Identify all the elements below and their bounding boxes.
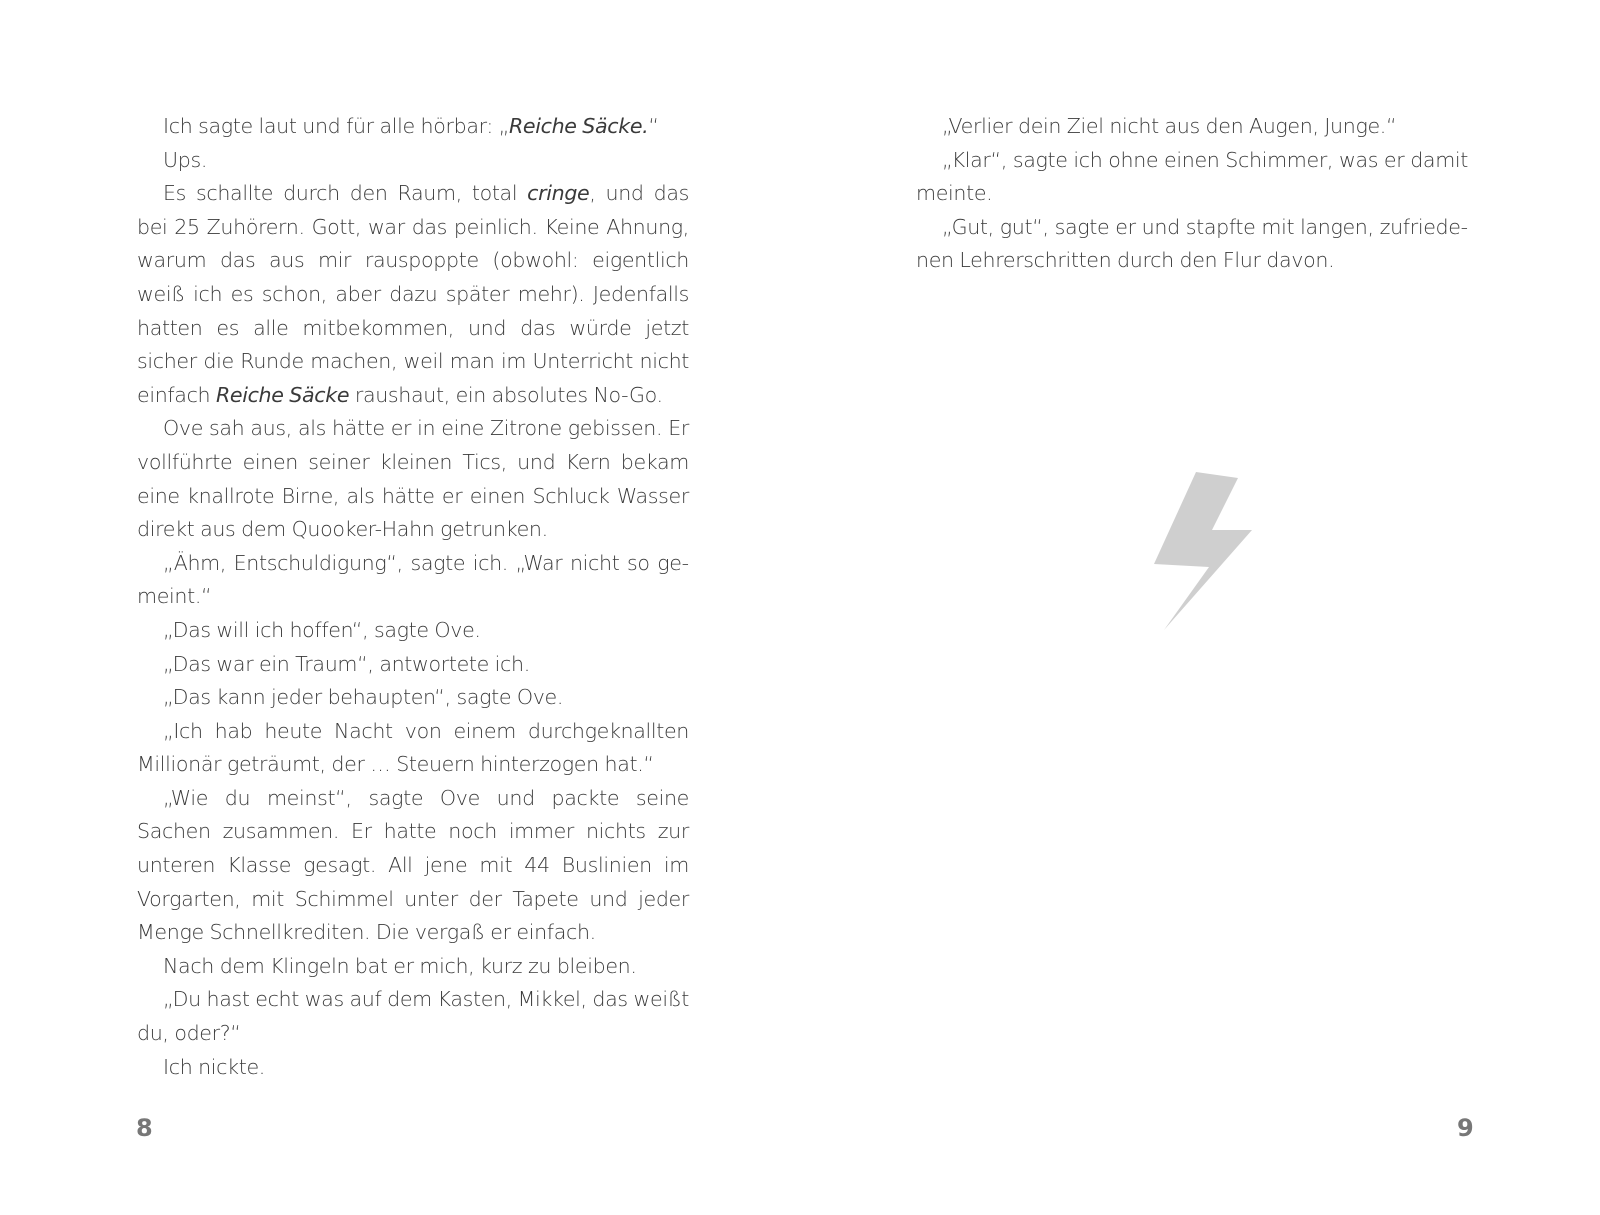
text-run: „Das will ich hoffen“, sagte Ove.: [163, 617, 481, 642]
text-run: „Ähm, Entschuldigung“, sagte ich. „War nicht so gemeint.“: [137, 550, 689, 609]
text-run: „Das kann jeder behaupten“, sagte Ove.: [163, 685, 564, 710]
right-page-text: [916, 110, 1468, 278]
paragraph: [916, 144, 1468, 211]
paragraph: [137, 681, 689, 715]
right-page: [800, 0, 1600, 1215]
text-run: „Klar“, sagte ich ohne einen Schimmer, was er damit meinte.: [916, 147, 1468, 206]
page-number-right: 9: [1457, 1114, 1474, 1142]
paragraph: [916, 211, 1468, 278]
text-run: „Du hast echt was auf dem Kasten, Mikkel, das weißt du, oder?“: [137, 987, 689, 1046]
lightning-bolt-icon: [1154, 472, 1254, 630]
italic-text: Reiche Säcke.: [508, 114, 649, 138]
paragraph: [916, 110, 1468, 144]
paragraph: [137, 648, 689, 682]
text-run: raushaut, ein absolutes No-Go.: [349, 382, 663, 407]
paragraph: [137, 983, 689, 1050]
paragraph: [137, 144, 689, 178]
paragraph: [137, 177, 689, 412]
text-run: Es schallte durch den Raum, total: [163, 181, 528, 206]
text-run: Nach dem Klingeln bat er mich, kurz zu bleiben.: [163, 953, 637, 978]
italic-text: cringe: [527, 181, 590, 206]
text-run: “: [648, 114, 659, 138]
paragraph: [137, 715, 689, 782]
text-run: Ich nickte.: [163, 1054, 265, 1079]
text-run: „Das war ein Traum“, antwortete ich.: [163, 651, 530, 676]
paragraph: [137, 547, 689, 614]
left-page-text: [137, 110, 689, 1084]
paragraph: [137, 782, 689, 950]
text-run: , und das bei 25 Zuhörern. Gott, war das peinlich. Keine Ahnung, warum das aus mir rauspoppte (obwohl: eigentlich weiß ich es schon, aber dazu später mehr). Jedenfalls hatten es alle mitbekommen, und das würde jetzt sicher die Runde machen, weil man im Unterricht nicht einfach: [137, 181, 689, 407]
paragraph: [137, 950, 689, 984]
lightning-bolt-shape: [1154, 472, 1252, 630]
text-run: „Wie du meinst“, sagte Ove und packte seine Sachen zusammen. Er hatte noch immer nichts zur unteren Klasse gesagt. All jene mit 44 Buslinien im Vorgarten, mit Schimmel unter der Tapete und jeder Menge Schnellkrediten. Die vergaß er einfach.: [137, 785, 689, 945]
paragraph: [137, 412, 689, 546]
italic-text: Reiche Säcke: [215, 382, 350, 407]
paragraph: [137, 614, 689, 648]
text-run: „Ich hab heute Nacht von einem durchgeknallten Millionär geträumt, der … Steuern hinterzogen hat.“: [137, 718, 689, 777]
page-number-left: 8: [136, 1114, 153, 1142]
text-run: Ich sagte laut und für alle hörbar: „: [163, 114, 509, 138]
text-run: „Gut, gut“, sagte er und stapfte mit langen, zufriedenen Lehrerschritten durch den Flur davon.: [916, 214, 1468, 273]
text-run: „Verlier dein Ziel nicht aus den Augen, Junge.“: [942, 114, 1397, 138]
paragraph: [137, 110, 689, 144]
text-run: Ups.: [163, 147, 208, 172]
paragraph: [137, 1051, 689, 1085]
text-run: Ove sah aus, als hätte er in eine Zitrone gebissen. Er vollführte einen seiner kleinen Tics, und Kern bekam eine knallrote Birne, als hätte er einen Schluck Wasser direkt aus dem Quooker-Hahn getrunken.: [137, 416, 689, 542]
